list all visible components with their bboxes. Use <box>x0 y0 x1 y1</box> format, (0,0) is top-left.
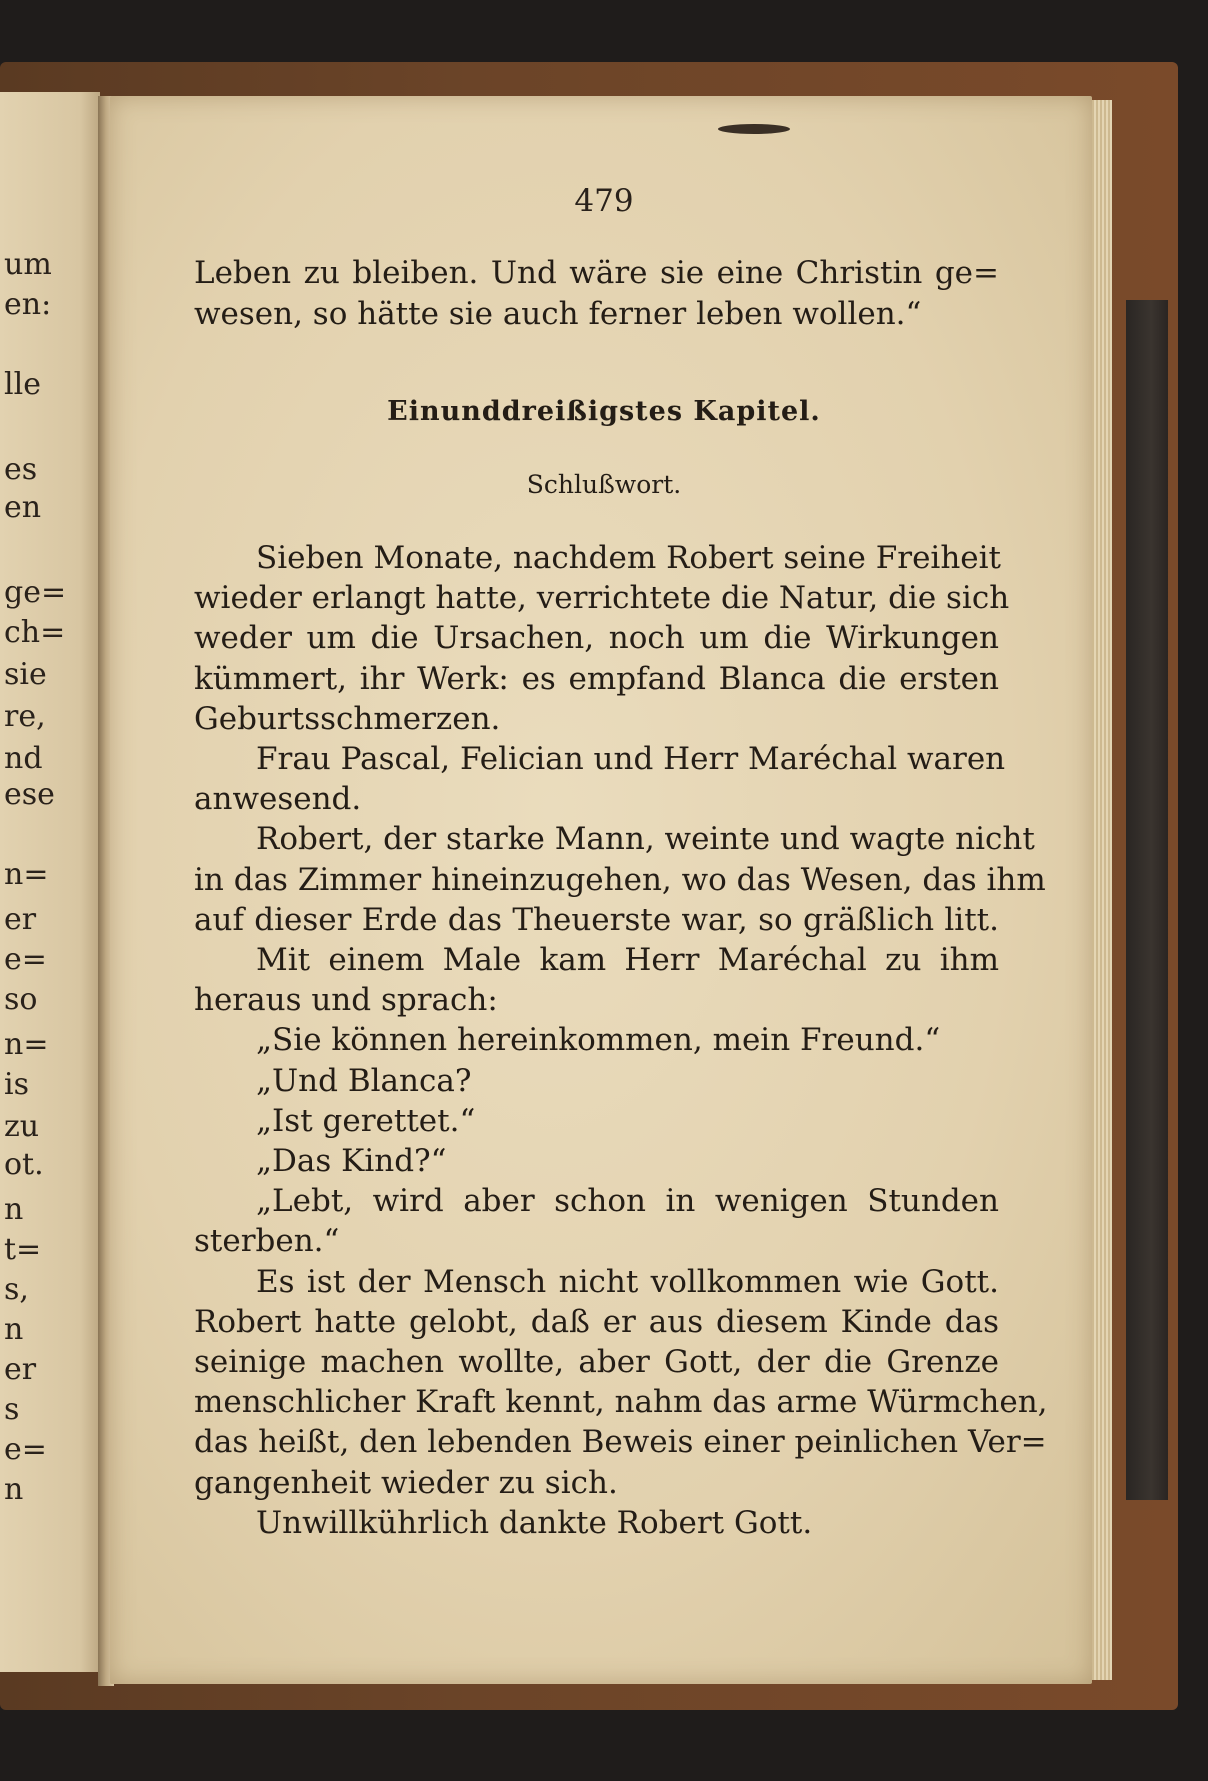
left-page-fragment: en <box>4 490 42 525</box>
left-page-fragment: um <box>4 247 52 282</box>
text-line: „Sie können hereinkommen, mein Freund.“ <box>256 1022 941 1058</box>
ink-blot <box>718 124 790 134</box>
text-line: sterben.“ <box>194 1223 340 1259</box>
text-line: seinige machen wollte, aber Gott, der die Grenze <box>194 1344 999 1380</box>
page-number: 479 <box>574 183 634 219</box>
left-page-fragment: n= <box>4 1027 49 1062</box>
left-page-fragment: n <box>4 1312 24 1347</box>
left-page-fragment: t= <box>4 1232 42 1267</box>
left-page-fragment: n= <box>4 857 49 892</box>
left-page-fragment: e= <box>4 942 47 977</box>
text-line: wesen, so hätte sie auch ferner leben wollen.“ <box>194 296 922 332</box>
text-line: Sieben Monate, nachdem Robert seine Freiheit <box>256 540 1002 576</box>
text-line: „Ist gerettet.“ <box>256 1103 476 1139</box>
page-edges <box>1092 100 1112 1680</box>
text-line: Leben zu bleiben. Und wäre sie eine Christin ge= <box>194 255 999 291</box>
text-line: auf dieser Erde das Theuerste war, so gräßlich litt. <box>194 902 999 938</box>
text-line: Geburtsschmerzen. <box>194 701 501 737</box>
text-line: in das Zimmer hineinzugehen, wo das Wesen, das ihm <box>194 862 1046 898</box>
left-page-fragment: er <box>4 902 37 937</box>
left-page-fragment: is <box>4 1067 29 1102</box>
left-page-fragment: en: <box>4 287 52 322</box>
left-page-fragment: ge= <box>4 575 67 610</box>
left-page-fragment: re, <box>4 699 46 734</box>
left-page-fragment: e= <box>4 1432 47 1467</box>
chapter-title: Einunddreißigstes Kapitel. <box>387 396 821 427</box>
text-line: „Und Blanca? <box>256 1063 472 1099</box>
left-page-fragment: es <box>4 452 38 487</box>
text-line: Es ist der Mensch nicht vollkommen wie Gott. <box>256 1264 999 1300</box>
text-line: „Lebt, wird aber schon in wenigen Stunden <box>256 1183 999 1219</box>
chapter-subtitle: Schlußwort. <box>526 470 682 499</box>
text-line: weder um die Ursachen, noch um die Wirkungen <box>194 620 999 656</box>
left-page-fragment: s <box>4 1392 20 1427</box>
text-line: anwesend. <box>194 781 362 817</box>
left-page-fragment: sie <box>4 657 47 692</box>
left-page-fragment: n <box>4 1192 24 1227</box>
text-line: gangenheit wieder zu sich. <box>194 1465 618 1501</box>
text-line: menschlicher Kraft kennt, nahm das arme Würmchen, <box>194 1384 1048 1420</box>
left-page-fragment: so <box>4 982 38 1017</box>
text-line: Unwillkührlich dankte Robert Gott. <box>256 1505 813 1541</box>
left-page-fragment: n <box>4 1472 24 1507</box>
left-page-fragment: er <box>4 1352 37 1387</box>
left-page-fragment: nd <box>4 741 43 776</box>
text-line: Robert, der starke Mann, weinte und wagte nicht <box>256 821 1035 857</box>
left-page-fragment: lle <box>4 367 41 402</box>
left-page-fragment: ch= <box>4 615 66 650</box>
text-line: das heißt, den lebenden Beweis einer peinlichen Ver= <box>194 1424 1047 1460</box>
text-line: „Das Kind?“ <box>256 1143 447 1179</box>
left-page-fragment: ese <box>4 777 55 812</box>
left-page-fragment: s, <box>4 1272 29 1307</box>
left-page-fragment: ot. <box>4 1147 44 1182</box>
text-line: Mit einem Male kam Herr Maréchal zu ihm <box>256 942 999 978</box>
left-page-fragment: zu <box>4 1109 40 1144</box>
text-line: heraus und sprach: <box>194 982 498 1018</box>
text-line: wieder erlangt hatte, verrichtete die Natur, die sich <box>194 580 1010 616</box>
text-line: Robert hatte gelobt, daß er aus diesem Kinde das <box>194 1304 999 1340</box>
text-line: kümmert, ihr Werk: es empfand Blanca die ersten <box>194 661 999 697</box>
text-line: Frau Pascal, Felician und Herr Maréchal waren <box>256 741 1006 777</box>
